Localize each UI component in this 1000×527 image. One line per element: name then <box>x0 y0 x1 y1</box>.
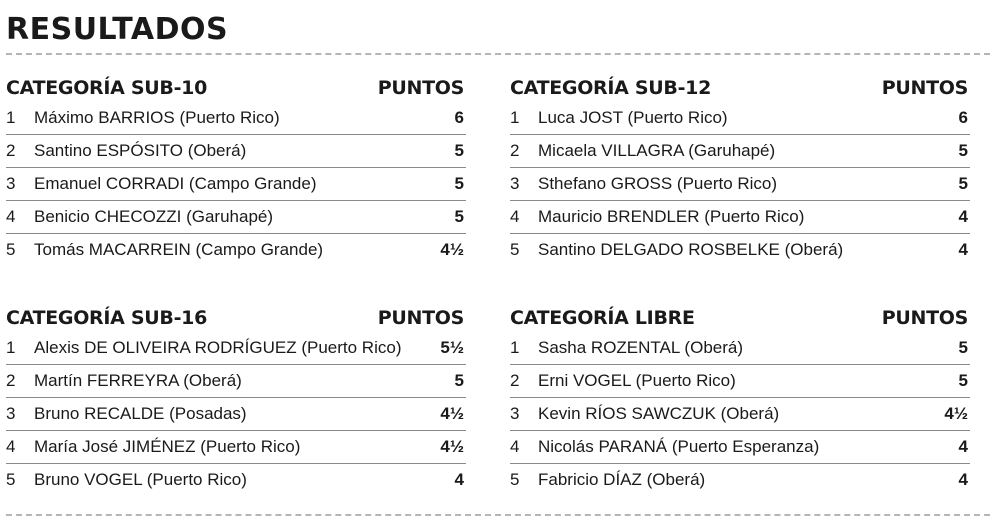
score: 5 <box>958 141 968 160</box>
score: 6 <box>454 108 464 127</box>
table-row <box>6 102 466 135</box>
player-name: Emanuel CORRADI (Campo Grande) <box>34 174 317 193</box>
score: 5 <box>958 371 968 390</box>
rank: 2 <box>510 141 520 160</box>
score: 4½ <box>944 404 968 423</box>
category-title: CATEGORÍA LIBRE <box>510 307 695 329</box>
rank: 4 <box>6 207 16 226</box>
player-name: Sasha ROZENTAL (Oberá) <box>538 338 744 357</box>
rank: 2 <box>6 371 16 390</box>
rank: 4 <box>510 437 520 456</box>
score: 6 <box>958 108 968 127</box>
top-divider <box>6 53 990 55</box>
points-header: PUNTOS <box>881 307 968 329</box>
player-name: Bruno RECALDE (Posadas) <box>34 404 247 423</box>
category-sub16-table <box>6 304 466 496</box>
points-header: PUNTOS <box>377 77 464 99</box>
category-header <box>6 74 466 102</box>
category-title: CATEGORÍA SUB-12 <box>510 77 711 99</box>
rank: 5 <box>6 240 16 259</box>
player-name: Fabricio DÍAZ (Oberá) <box>538 470 706 489</box>
category-header <box>6 304 466 332</box>
table-row <box>510 135 970 168</box>
table-row <box>510 332 970 365</box>
player-name: Luca JOST (Puerto Rico) <box>538 108 728 127</box>
category-title: CATEGORÍA SUB-16 <box>6 307 207 329</box>
score: 5 <box>454 174 464 193</box>
table-row <box>6 234 466 266</box>
rank: 1 <box>6 108 16 127</box>
player-name: Micaela VILLAGRA (Garuhapé) <box>538 141 776 160</box>
score: 4½ <box>440 404 464 423</box>
score: 4 <box>958 470 968 489</box>
player-name: Tomás MACARREIN (Campo Grande) <box>34 240 324 259</box>
score: 5 <box>454 141 464 160</box>
score: 4 <box>454 470 464 489</box>
player-name: Máximo BARRIOS (Puerto Rico) <box>34 108 280 127</box>
score: 5 <box>958 338 968 357</box>
player-name: Kevin RÍOS SAWCZUK (Oberá) <box>538 404 780 423</box>
player-name: Sthefano GROSS (Puerto Rico) <box>538 174 778 193</box>
rank: 1 <box>510 338 520 357</box>
table-row <box>510 431 970 464</box>
score: 4½ <box>440 240 464 259</box>
rank: 5 <box>6 470 16 489</box>
rank: 3 <box>6 404 16 423</box>
table-row <box>6 431 466 464</box>
rank: 4 <box>510 207 520 226</box>
category-sub12-table <box>510 74 970 266</box>
table-row <box>6 365 466 398</box>
points-header: PUNTOS <box>377 307 464 329</box>
player-name: Santino DELGADO ROSBELKE (Oberá) <box>538 240 844 259</box>
table-row <box>6 201 466 234</box>
category-header <box>510 304 970 332</box>
score: 4½ <box>440 437 464 456</box>
score: 5 <box>454 207 464 226</box>
rank: 2 <box>510 371 520 390</box>
page-title: RESULTADOS <box>6 12 229 47</box>
score: 4 <box>958 240 968 259</box>
rank: 3 <box>510 174 520 193</box>
table-row <box>510 464 970 496</box>
category-header <box>510 74 970 102</box>
rank: 3 <box>6 174 16 193</box>
table-row <box>6 332 466 365</box>
table-row <box>510 365 970 398</box>
player-name: Erni VOGEL (Puerto Rico) <box>538 371 736 390</box>
player-name: Martín FERREYRA (Oberá) <box>34 371 242 390</box>
rank: 3 <box>510 404 520 423</box>
player-name: Mauricio BRENDLER (Puerto Rico) <box>538 207 805 226</box>
category-libre-table <box>510 304 970 496</box>
score: 4 <box>958 207 968 226</box>
player-name: Benicio CHECOZZI (Garuhapé) <box>34 207 274 226</box>
player-name: Nicolás PARANÁ (Puerto Esperanza) <box>538 437 820 456</box>
score: 4 <box>958 437 968 456</box>
player-name: Alexis DE OLIVEIRA RODRÍGUEZ (Puerto Rico) <box>34 338 402 357</box>
table-row <box>510 102 970 135</box>
table-row <box>6 135 466 168</box>
rank: 5 <box>510 240 520 259</box>
score: 5 <box>454 371 464 390</box>
table-row <box>510 398 970 431</box>
score: 5 <box>958 174 968 193</box>
table-row <box>510 201 970 234</box>
score: 5½ <box>440 338 464 357</box>
category-sub10-table <box>6 74 466 266</box>
player-name: Santino ESPÓSITO (Oberá) <box>34 141 247 160</box>
rank: 1 <box>510 108 520 127</box>
player-name: María José JIMÉNEZ (Puerto Rico) <box>34 437 301 456</box>
table-row <box>6 168 466 201</box>
player-name: Bruno VOGEL (Puerto Rico) <box>34 470 247 489</box>
points-header: PUNTOS <box>881 77 968 99</box>
table-row <box>6 464 466 496</box>
bottom-divider <box>6 514 990 516</box>
rank: 1 <box>6 338 16 357</box>
rank: 2 <box>6 141 16 160</box>
table-row <box>510 168 970 201</box>
rank: 5 <box>510 470 520 489</box>
category-title: CATEGORÍA SUB-10 <box>6 77 207 99</box>
rank: 4 <box>6 437 16 456</box>
table-row <box>6 398 466 431</box>
table-row <box>510 234 970 266</box>
